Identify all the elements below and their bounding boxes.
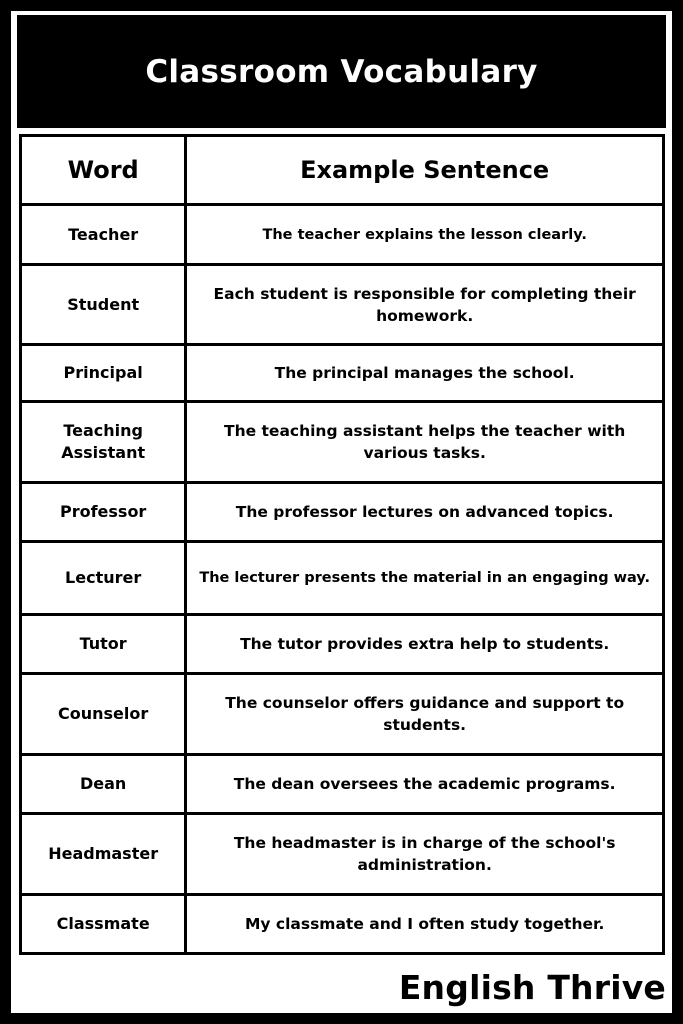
sentence-cell: The counselor offers guidance and support to students. <box>186 674 664 755</box>
word-cell: Professor <box>21 483 186 542</box>
word-cell: Lecturer <box>21 542 186 615</box>
sentence-cell: The tutor provides extra help to students. <box>186 615 664 674</box>
sentence-cell: The lecturer presents the material in an engaging way. <box>186 542 664 615</box>
table-row <box>21 895 664 954</box>
table-row <box>21 615 664 674</box>
header-word: Word <box>21 136 186 205</box>
table-row <box>21 345 664 402</box>
sentence-cell: Each student is responsible for completing their homework. <box>186 265 664 345</box>
sentence-cell: The professor lectures on advanced topics. <box>186 483 664 542</box>
title-banner <box>17 15 666 128</box>
table-row <box>21 542 664 615</box>
table-row <box>21 402 664 483</box>
table-row <box>21 814 664 895</box>
word-cell: Teaching Assistant <box>21 402 186 483</box>
brand-name: English Thrive <box>398 968 666 1007</box>
word-cell: Principal <box>21 345 186 402</box>
sentence-cell: The teaching assistant helps the teacher with various tasks. <box>186 402 664 483</box>
word-cell: Student <box>21 265 186 345</box>
word-cell: Dean <box>21 755 186 814</box>
table-row <box>21 205 664 265</box>
sentence-cell: My classmate and I often study together. <box>186 895 664 954</box>
header-example-sentence: Example Sentence <box>186 136 664 205</box>
sentence-cell: The dean oversees the academic programs. <box>186 755 664 814</box>
table-header-row <box>21 136 664 205</box>
sentence-cell: The headmaster is in charge of the school's administration. <box>186 814 664 895</box>
table-row <box>21 674 664 755</box>
word-cell: Counselor <box>21 674 186 755</box>
word-cell: Tutor <box>21 615 186 674</box>
table-row <box>21 265 664 345</box>
sentence-cell: The principal manages the school. <box>186 345 664 402</box>
vocabulary-sheet <box>11 11 672 1013</box>
word-cell: Headmaster <box>21 814 186 895</box>
word-cell: Classmate <box>21 895 186 954</box>
sentence-cell: The teacher explains the lesson clearly. <box>186 205 664 265</box>
page-title: Classroom Vocabulary <box>145 53 538 90</box>
table-row <box>21 755 664 814</box>
table-row <box>21 483 664 542</box>
word-cell: Teacher <box>21 205 186 265</box>
vocabulary-table <box>19 134 665 955</box>
